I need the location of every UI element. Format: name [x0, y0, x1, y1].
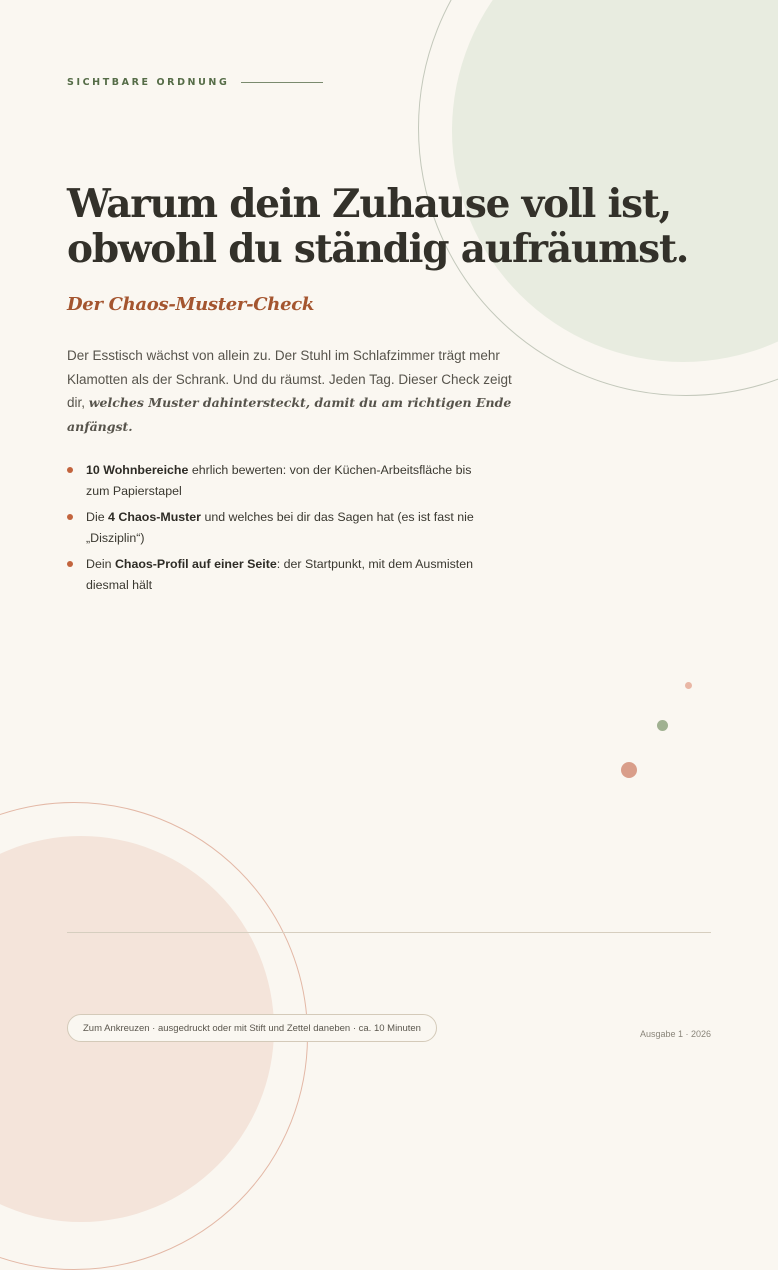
page-title-line-1: Warum dein Zuhause voll ist, [67, 181, 672, 227]
decorative-dot-large [621, 762, 637, 778]
intro-paragraph [67, 344, 517, 438]
benefits-list [67, 460, 487, 601]
list-item-text: ehrlich bewerten: von der Küchen-Arbeitsfläche bis zum Papierstapel [86, 463, 472, 498]
list-item-highlight: 4 Chaos-Muster [108, 510, 201, 524]
footer-divider [67, 932, 711, 933]
page-title-line-2: obwohl du ständig aufräumst. [67, 226, 689, 272]
list-item-prefix: Dein [86, 557, 115, 571]
intro-emphasis: welches Muster dahintersteckt, damit du am richtigen Ende anfängst. [67, 395, 512, 434]
list-item-prefix: Die [86, 510, 109, 524]
list-item [67, 554, 487, 596]
bullet-dot-icon [67, 467, 73, 473]
page-title [67, 182, 707, 272]
page-subtitle: Der Chaos-Muster-Check [67, 294, 315, 315]
decorative-dot-small [685, 682, 692, 689]
eyebrow-label: SICHTBARE ORDNUNG [67, 77, 230, 88]
bullet-dot-icon [67, 561, 73, 567]
decorative-dot-medium [657, 720, 668, 731]
eyebrow-divider [241, 82, 323, 83]
eyebrow [67, 77, 323, 88]
list-item-highlight: 10 Wohnbereiche [86, 463, 189, 477]
list-item [67, 460, 487, 502]
bullet-dot-icon [67, 514, 73, 520]
usage-note-badge: Zum Ankreuzen · ausgedruckt oder mit Stift und Zettel daneben · ca. 10 Minuten [67, 1014, 437, 1042]
edition-label: Ausgabe 1 · 2026 [639, 1029, 711, 1039]
list-item-highlight: Chaos-Profil auf einer Seite [114, 557, 277, 571]
list-item-text: : der Startpunkt, mit dem Ausmisten diesmal hält [86, 557, 474, 592]
list-item [67, 507, 487, 549]
intro-text: Der Esstisch wächst von allein zu. Der Stuhl im Schlafzimmer trägt mehr Klamotten als der Schrank. Und du räumst. Jeden Tag. Dieser Check zeigt dir, [67, 348, 512, 410]
list-item-text: und welches bei dir das Sagen hat (es ist fast nie „Disziplin“) [86, 510, 474, 545]
